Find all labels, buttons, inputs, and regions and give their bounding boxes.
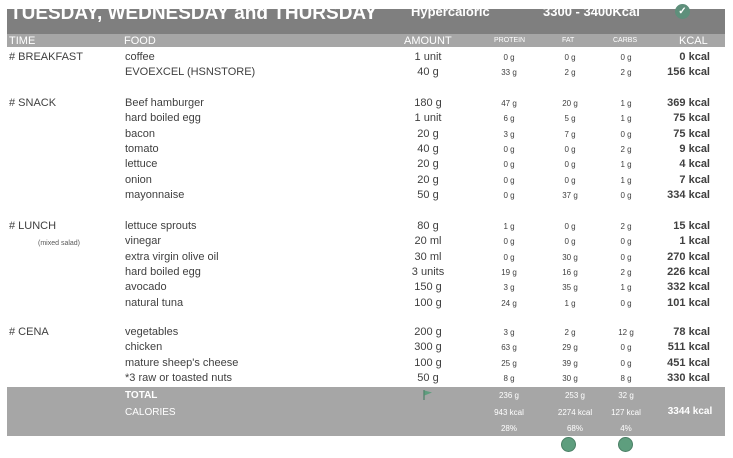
carbs-value: 0 g	[620, 53, 632, 62]
food-name: vinegar	[125, 235, 162, 247]
fat-value: 0 g	[564, 237, 576, 246]
total-protein-g: 236 g	[498, 391, 520, 400]
food-name: hard boiled egg	[125, 266, 201, 278]
total-fat-g: 253 g	[564, 391, 586, 400]
kcal-value: 511 kcal	[667, 341, 710, 353]
kcal-value: 156 kcal	[667, 66, 710, 78]
kcal-value: 226 kcal	[667, 266, 710, 278]
food-name: onion	[125, 174, 152, 186]
kcal-value: 369 kcal	[667, 97, 710, 109]
totals-bar	[7, 387, 725, 436]
fat-value: 35 g	[562, 283, 578, 292]
kcal-value: 15 kcal	[673, 220, 710, 232]
protein-value: 0 g	[503, 191, 515, 200]
protein-value: 3 g	[503, 328, 515, 337]
amount: 20 g	[417, 128, 439, 140]
protein-value: 0 g	[503, 145, 515, 154]
fat-kcal: 2274 kcal	[557, 408, 593, 417]
kcal-value: 78 kcal	[673, 326, 710, 338]
fat-value: 5 g	[564, 114, 576, 123]
meal-label: # LUNCH	[9, 220, 57, 232]
amount: 50 g	[417, 189, 439, 201]
carbs-value: 0 g	[620, 130, 632, 139]
protein-value: 0 g	[503, 237, 515, 246]
meal-note: (mixed salad)	[38, 240, 81, 247]
carbs-value: 2 g	[620, 68, 632, 77]
carbs-value: 0 g	[620, 191, 632, 200]
amount: 40 g	[417, 143, 439, 155]
amount: 300 g	[414, 341, 442, 353]
carbs-value: 1 g	[620, 99, 632, 108]
meal-label: # BREAKFAST	[9, 51, 83, 63]
fat-value: 1 g	[564, 299, 576, 308]
protein-value: 0 g	[503, 176, 515, 185]
food-name: vegetables	[125, 326, 179, 338]
carbs-value: 2 g	[620, 222, 632, 231]
fat-value: 16 g	[562, 268, 578, 277]
food-name: hard boiled egg	[125, 112, 201, 124]
carbs-pct: 4%	[620, 424, 632, 433]
flag-icon	[422, 389, 434, 401]
food-name: tomato	[125, 143, 159, 155]
fat-value: 30 g	[562, 374, 578, 383]
food-name: EVOEXCEL (HSNSTORE)	[125, 66, 256, 78]
fat-value: 0 g	[564, 160, 576, 169]
diet-type-label: Hypercaloric	[411, 4, 490, 19]
protein-value: 3 g	[503, 283, 515, 292]
protein-value: 6 g	[503, 114, 515, 123]
food-name: mayonnaise	[125, 189, 185, 201]
food-name: Beef hamburger	[125, 97, 204, 109]
col-carbs: CARBS	[613, 37, 638, 44]
kcal-value: 332 kcal	[667, 281, 710, 293]
carbs-value: 1 g	[620, 176, 632, 185]
col-food: FOOD	[124, 35, 156, 47]
amount: 1 unit	[414, 112, 442, 124]
carbs-value: 2 g	[620, 145, 632, 154]
fat-value: 39 g	[562, 359, 578, 368]
food-name: lettuce	[125, 158, 158, 170]
col-fat: FAT	[562, 37, 575, 44]
carbs-value: 1 g	[620, 114, 632, 123]
kcal-value: 9 kcal	[679, 143, 710, 155]
protein-value: 47 g	[501, 99, 517, 108]
carbs-value: 0 g	[620, 299, 632, 308]
total-kcal: 3344 kcal	[667, 406, 713, 417]
total-carbs-g: 32 g	[618, 391, 634, 400]
fat-pct: 68%	[566, 424, 583, 433]
column-header-bar	[7, 34, 725, 47]
fat-value: 20 g	[562, 99, 578, 108]
protein-value: 19 g	[501, 268, 517, 277]
carbs-kcal: 127 kcal	[611, 408, 641, 417]
kcal-value: 270 kcal	[667, 251, 710, 263]
protein-value: 33 g	[501, 68, 517, 77]
carbs-value: 0 g	[620, 253, 632, 262]
protein-pct: 28%	[500, 424, 517, 433]
protein-value: 3 g	[503, 130, 515, 139]
fat-value: 0 g	[564, 53, 576, 62]
food-name: lettuce sprouts	[125, 220, 197, 232]
amount: 150 g	[414, 281, 442, 293]
protein-value: 24 g	[501, 299, 517, 308]
protein-value: 63 g	[501, 343, 517, 352]
amount: 1 unit	[414, 51, 442, 63]
carbs-value: 1 g	[620, 283, 632, 292]
checkmark-circle-icon: ✓	[675, 4, 690, 19]
kcal-value: 7 kcal	[679, 174, 710, 186]
fat-value: 2 g	[564, 68, 576, 77]
carbs-value: 0 g	[620, 359, 632, 368]
kcal-value: 101 kcal	[667, 297, 710, 309]
kcal-value: 4 kcal	[679, 158, 710, 170]
carbs-value: 0 g	[620, 237, 632, 246]
protein-value: 1 g	[503, 222, 515, 231]
col-protein: PROTEIN	[494, 37, 526, 44]
food-name: mature sheep's cheese	[125, 357, 239, 369]
page-title: TUESDAY, WEDNESDAY and THURSDAY	[10, 3, 378, 24]
col-time: TIME	[9, 35, 36, 47]
col-kcal: KCAL	[679, 35, 708, 47]
kcal-range-label: 3300 - 3400Kcal	[543, 4, 640, 19]
food-name: bacon	[125, 128, 155, 140]
amount: 50 g	[417, 372, 439, 384]
carbs-value: 8 g	[620, 374, 632, 383]
kcal-value: 75 kcal	[673, 112, 710, 124]
amount: 20 ml	[414, 235, 442, 247]
meal-label: # CENA	[9, 326, 49, 338]
food-name: *3 raw or toasted nuts	[125, 372, 233, 384]
kcal-value: 75 kcal	[673, 128, 710, 140]
fat-value: 29 g	[562, 343, 578, 352]
protein-value: 0 g	[503, 160, 515, 169]
carbs-indicator-dot	[618, 437, 633, 452]
food-name: avocado	[125, 281, 167, 293]
carbs-value: 2 g	[620, 268, 632, 277]
food-name: natural tuna	[125, 297, 184, 309]
kcal-value: 334 kcal	[667, 189, 710, 201]
meal-label: # SNACK	[9, 97, 57, 109]
fat-indicator-dot	[561, 437, 576, 452]
amount: 20 g	[417, 174, 439, 186]
food-name: chicken	[125, 341, 163, 353]
amount: 200 g	[414, 326, 442, 338]
fat-value: 37 g	[562, 191, 578, 200]
fat-value: 0 g	[564, 145, 576, 154]
fat-value: 30 g	[562, 253, 578, 262]
amount: 3 units	[411, 266, 445, 278]
fat-value: 0 g	[564, 176, 576, 185]
amount: 180 g	[414, 97, 442, 109]
fat-value: 7 g	[564, 130, 576, 139]
food-name: extra virgin olive oil	[125, 251, 219, 263]
kcal-value: 0 kcal	[679, 51, 710, 63]
carbs-value: 12 g	[618, 328, 634, 337]
protein-kcal: 943 kcal	[494, 408, 524, 417]
amount: 100 g	[414, 297, 442, 309]
kcal-value: 451 kcal	[667, 357, 710, 369]
carbs-value: 1 g	[620, 160, 632, 169]
amount: 30 ml	[414, 251, 442, 263]
calories-label: CALORIES	[125, 407, 176, 418]
carbs-value: 0 g	[620, 343, 632, 352]
protein-value: 8 g	[503, 374, 515, 383]
amount: 20 g	[417, 158, 439, 170]
kcal-value: 330 kcal	[667, 372, 710, 384]
protein-value: 0 g	[503, 253, 515, 262]
total-label: TOTAL	[125, 390, 158, 401]
amount: 40 g	[417, 66, 439, 78]
fat-value: 0 g	[564, 222, 576, 231]
amount: 100 g	[414, 357, 442, 369]
kcal-value: 1 kcal	[679, 235, 710, 247]
amount: 80 g	[417, 220, 439, 232]
fat-value: 2 g	[564, 328, 576, 337]
col-amount: AMOUNT	[404, 35, 452, 47]
protein-value: 0 g	[503, 53, 515, 62]
protein-value: 25 g	[501, 359, 517, 368]
food-name: coffee	[125, 51, 155, 63]
